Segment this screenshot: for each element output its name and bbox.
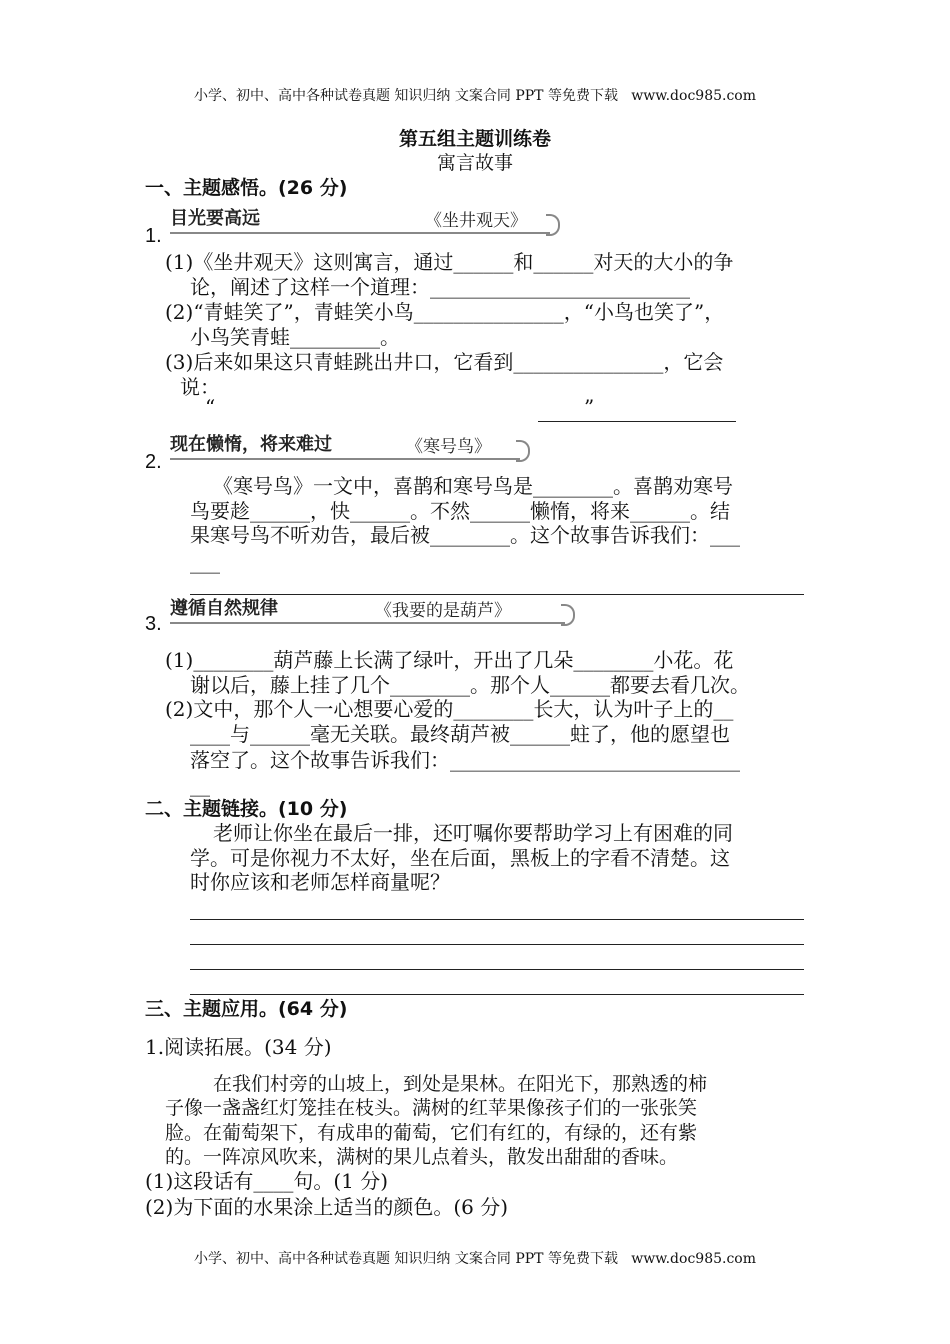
answer-line[interactable]: [190, 969, 804, 970]
q1-banner: [170, 206, 550, 234]
q3-line: 落空了。这个故事告诉我们：_____________________________: [190, 748, 740, 772]
sec2-line: 学。可是你视力不太好，坐在后面，黑板上的字看不清楚。这: [190, 846, 730, 870]
q2-line: 果寒号鸟不听劝告，最后被________。这个故事告诉我们：___: [190, 523, 740, 547]
q2-banner-title: 现在懒惰，将来难过: [170, 434, 332, 455]
q2-banner-story: 《寒号鸟》: [406, 437, 491, 457]
banner-arc: [561, 604, 575, 626]
q3-number: 3.: [145, 613, 162, 635]
q1-line: (2)“青蛙笑了”，青蛙笑小鸟_______________，“小鸟也笑了”，: [165, 300, 725, 324]
q2-line: 《寒号鸟》一文中，喜鹊和寒号鸟是________。喜鹊劝寒号: [213, 474, 733, 498]
section-2-heading: 二、主题链接。(10 分): [145, 798, 348, 820]
q1-line: 论，阐述了这样一个道理：__________________________: [190, 275, 690, 299]
q3-banner: [170, 596, 565, 624]
q1-number: 1.: [145, 225, 162, 247]
q1-line: (1)《坐井观天》这则寓言，通过______和______对天的大小的争: [165, 250, 734, 274]
q1-banner-story: 《坐井观天》: [425, 211, 527, 231]
passage-line: 子像一盏盏红灯笼挂在枝头。满树的红苹果像孩子们的一张张笑: [165, 1097, 698, 1119]
page-header: 小学、初中、高中各种试卷真题 知识归纳 文案合同 PPT 等免费下载 www.doc985.com: [193, 88, 756, 104]
answer-line[interactable]: [190, 919, 804, 920]
banner-arc: [546, 214, 560, 236]
sec3-q1: 1.阅读拓展。(34 分): [145, 1035, 332, 1059]
q2-line: 鸟要趁______，快______。不然______懒惰，将来______。结: [190, 499, 730, 523]
banner-arc: [516, 440, 530, 462]
q3-banner-story: 《我要的是葫芦》: [375, 601, 511, 621]
answer-line: [538, 421, 736, 422]
q3-line: ____与______毫无关联。最终葫芦被______蛀了，他的愿望也: [190, 722, 730, 746]
q2-number: 2.: [145, 451, 162, 473]
answer-line: [190, 594, 804, 595]
q2-line: ___: [190, 550, 220, 574]
sec2-line: 时你应该和老师怎样商量呢？: [190, 870, 450, 894]
q3-line: (1)________葫芦藤上长满了绿叶，开出了几朵________小花。花: [165, 648, 734, 672]
sec3-sub2: (2)为下面的水果涂上适当的颜色。(6 分): [145, 1195, 509, 1219]
q3-banner-title: 遵循自然规律: [170, 598, 278, 619]
answer-line[interactable]: [190, 944, 804, 945]
q1-banner-title: 目光要高远: [170, 208, 260, 229]
answer-line[interactable]: [190, 994, 804, 995]
section-3-heading: 三、主题应用。(64 分): [145, 998, 348, 1020]
q3-line: (2)文中，那个人一心想要心爱的________长大，认为叶子上的__: [165, 697, 734, 721]
q3-line: __: [190, 773, 210, 797]
page-footer: 小学、初中、高中各种试卷真题 知识归纳 文案合同 PPT 等免费下载 www.doc985.com: [193, 1251, 756, 1267]
passage-line: 的。一阵凉风吹来，满树的果儿点着头，散发出甜甜的香味。: [165, 1146, 679, 1168]
page-subtitle: 寓言故事: [436, 152, 513, 174]
q1-line: 小鸟笑青蛙_________。: [190, 325, 400, 349]
q1-line: “ ”: [205, 395, 595, 419]
passage-line: 在我们村旁的山坡上，到处是果林。在阳光下，那熟透的柿: [213, 1073, 708, 1095]
q3-line: 谢以后，藤上挂了几个________。那个人______都要去看几次。: [190, 673, 750, 697]
q1-line: (3)后来如果这只青蛙跳出井口，它看到_______________，它会: [165, 350, 724, 374]
sec2-line: 老师让你坐在最后一排，还叮嘱你要帮助学习上有困难的同: [213, 821, 733, 845]
sec3-sub1: (1)这段话有____句。(1 分): [145, 1169, 389, 1193]
passage-line: 脸。在葡萄架下，有成串的葡萄，它们有红的，有绿的，还有紫: [165, 1122, 698, 1144]
q1-line: 说：: [180, 375, 220, 399]
page-title: 第五组主题训练卷: [398, 128, 551, 150]
q2-banner: [170, 432, 520, 460]
section-1-heading: 一、主题感悟。(26 分): [145, 177, 348, 199]
